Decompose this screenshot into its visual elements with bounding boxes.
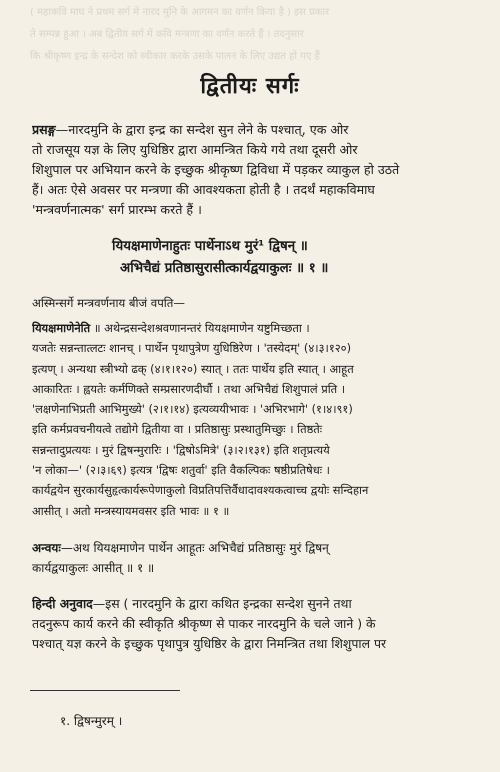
bleed-through-line: कि श्रीकृष्ण इन्द्र के सन्देश को स्वीकार करके उसके पालन के लिए उद्यत हो गए हैं (30, 51, 320, 62)
commentary-line: कार्यद्वयेन सुरकार्यसुहृत्कार्यरूपेणाकुलो विप्रतिपत्तिर्वैधादावश्यकत्वाच्च द्वयोः सन्दिहान (32, 483, 369, 498)
context-line: हैं। अतः ऐसे अवसर पर मन्त्रणा की आवश्यकता होती है । तदर्थं महाकविमाघ (32, 182, 375, 197)
verse-line: यियक्षमाणेनाहुतः पार्थेनाऽथ मुरं¹ द्विषन् ॥ (112, 239, 308, 254)
commentary-section (32, 318, 472, 521)
commentary-line: इति कर्मप्रवचनीयत्वे तद्योगे द्वितीया वा । प्रतिष्ठासुः प्रस्थातुमिच्छुः । तिष्ठतेः (32, 422, 323, 437)
hindi-translation-section (32, 594, 472, 654)
context-label: प्रसङ्ग (32, 122, 56, 137)
translation-line: पश्चात् यज्ञ करने के इच्छुक पृथापुत्र युधिष्ठिर के द्वारा निमन्त्रित तथा शिशुपाल पर (32, 636, 387, 651)
commentary-line: 'लक्षणेनाभिप्रती आभिमुख्ये' (२।१।१४) इत्यव्ययीभावः । 'अभिरभागे' (१।४।९१) (32, 402, 353, 417)
commentary-line: 'न लोका—' (२।३।६९) इत्यत्र 'द्विषः शतुर्वा' इति वैकल्पिकः षष्ठीप्रतिषेधः । (32, 463, 330, 478)
commentary-line: इत्यण् । अन्यथा स्त्रीभ्यो ढक् (४।१।१२०) स्यात् । ततः पार्थेय इति स्यात् । आहूत (32, 361, 354, 376)
translation-label: हिन्दी अनुवाद (32, 596, 93, 611)
bleed-through-line: ते सम्पन्न हुआ । अब द्वितीय सर्ग में कवि मन्त्रणा का वर्णन करते हैं । तदनुसार (30, 29, 304, 40)
commentary-line: सन्नन्तादुप्रत्ययः । मुरं द्विषन्मुरारिः । 'द्विषोऽमित्रे' (३।२।१३१) इति शतृप्रत्यये (32, 442, 330, 457)
verse (112, 236, 328, 280)
chapter-title: द्वितीयः सर्गः (200, 74, 300, 99)
context-line: तो राजसूय यज्ञ के लिए युधिष्ठिर द्वारा आमन्त्रित किये गये तथा दूसरी ओर (32, 142, 358, 157)
commentary-intro: अस्मिन्सर्गे मन्त्रवर्णनाय बीजं वपति— (32, 296, 186, 310)
context-line: 'मन्त्रवर्णनात्मक' सर्ग प्रारम्भ करते हैं । (32, 202, 202, 217)
footnote-divider (30, 690, 180, 691)
anvaya-section (32, 538, 472, 578)
commentary-line: यियक्षमाणेनेति ॥ अथेन्द्रसन्देशश्रवणानन्तरं यियक्षमाणेन यष्टुमिच्छता । (32, 321, 310, 335)
context-line: प्रसङ्ग—नारदमुनि के द्वारा इन्द्र का सन्देश सुन लेने के पश्चात्, एक ओर (32, 122, 349, 137)
context-line: शिशुपाल पर अभियान करने के इच्छुक श्रीकृष्ण द्विविधा में पड़कर व्याकुल हो उठते (32, 162, 400, 177)
commentary-line: आसीत् । अतो मन्त्रस्यायमवसर इति भावः ॥ १ ॥ (32, 503, 230, 518)
commentary-line: यजतेः सन्नन्तात्लटः शानच् । पार्थेन पृथापुत्रेण युधिष्ठिरेण । 'तस्येदम्' (४।३।१२०) (32, 341, 352, 356)
context-section (32, 120, 472, 220)
commentary-head: यियक्षमाणेनेति (32, 321, 91, 335)
verse-line: अभिचैद्यं प्रतिष्ठासुरासीत्कार्यद्वयाकुलः ॥ १ ॥ (120, 261, 329, 276)
anvaya-label: अन्वयः (32, 541, 61, 555)
translation-line: हिन्दी अनुवाद—इस ( नारदमुनि के द्वारा कथित इन्द्रका सन्देश सुनने तथा (32, 596, 352, 611)
bleed-through-line: ( महाकवि माघ ने प्रथम सर्ग में नारद मुनि के आगमन का वर्णन किया है ) इस प्रकार (30, 7, 330, 18)
footnote: १. द्विषन्मुरम् । (60, 714, 123, 728)
translation-line: तदनुरूप कार्य करने की स्वीकृति श्रीकृष्ण से पाकर नारदमुनि के चले जाने ) के (32, 616, 376, 631)
commentary-line: आकारितः । ह्वयतेः कर्मणिक्ते सम्प्रसारणदीर्घौ । तथा अभिचैद्यं शिशुपालं प्रति । (32, 381, 346, 396)
anvaya-line: अन्वयः—अथ यियक्षमाणेन पार्थेन आहूतः अभिचैद्यं प्रतिष्ठासुः मुरं द्विषन् (32, 541, 329, 555)
anvaya-line: कार्यद्वयाकुलः आसीत् ॥ १ ॥ (32, 561, 155, 575)
